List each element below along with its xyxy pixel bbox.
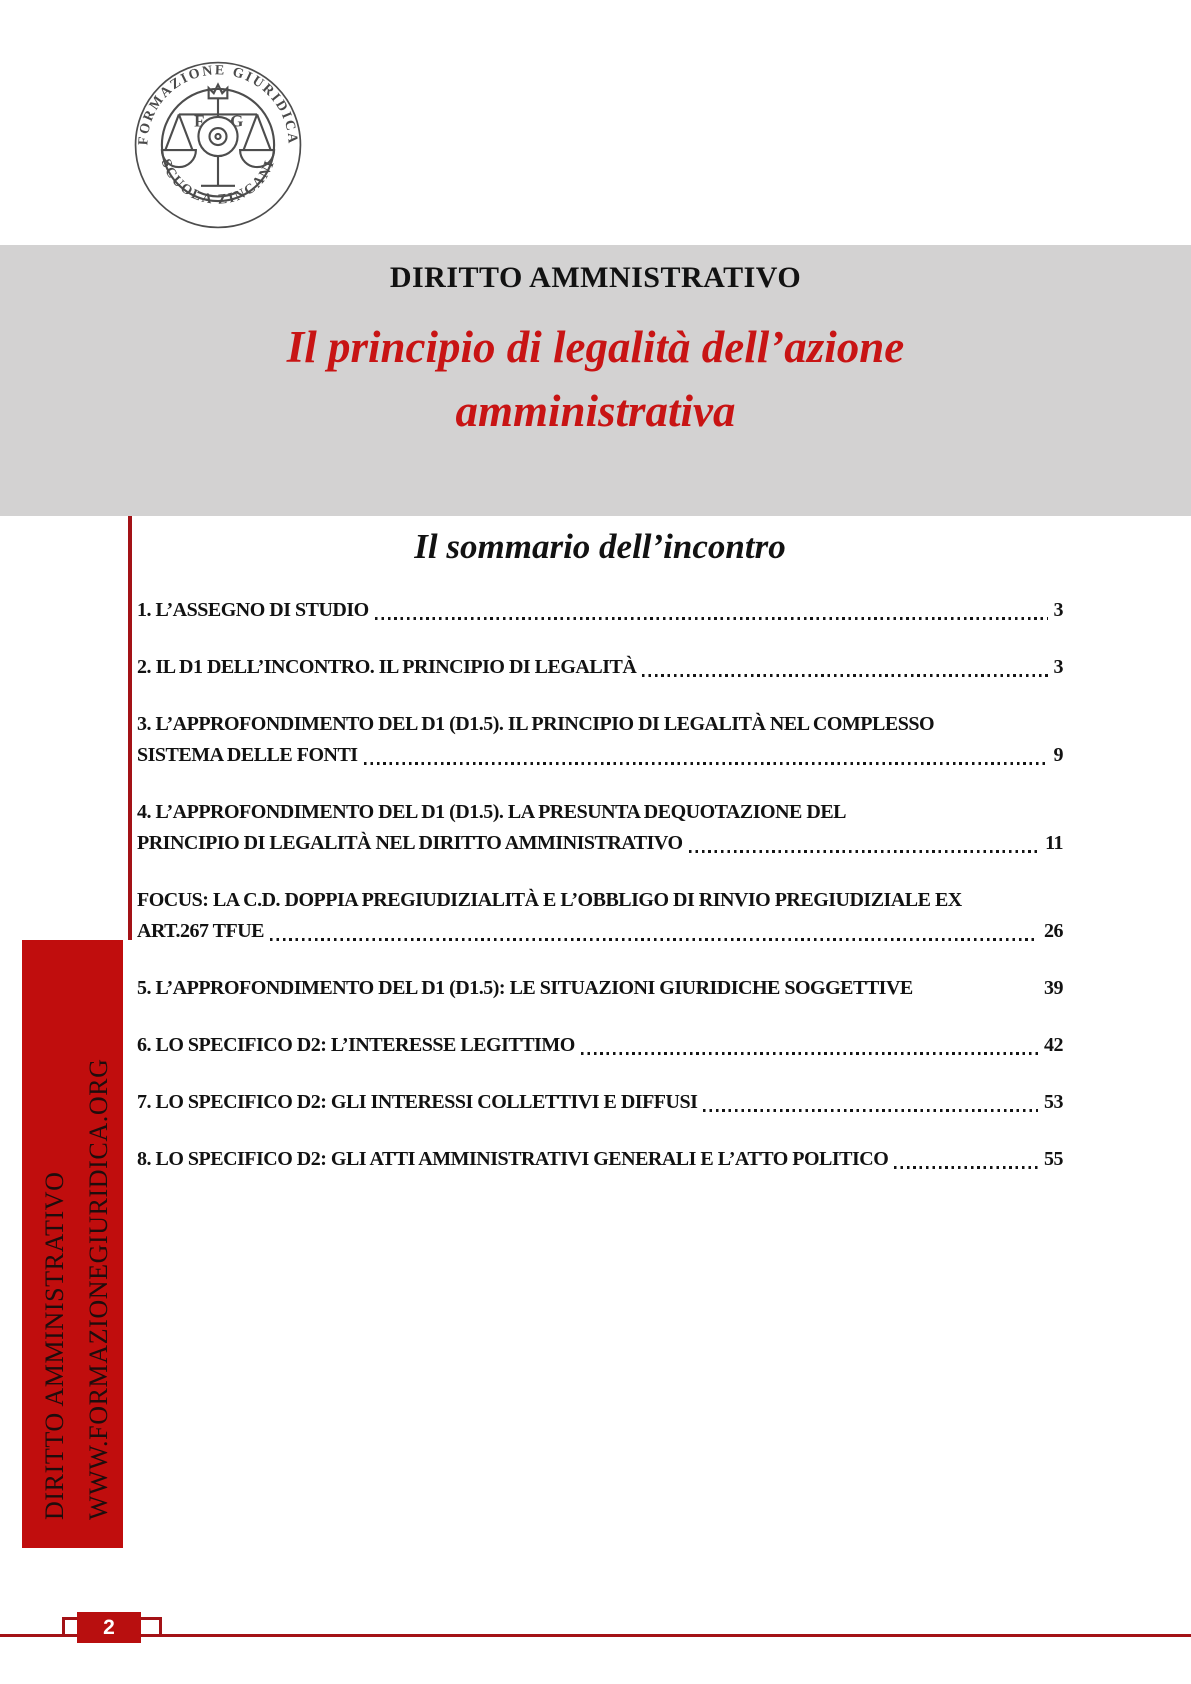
toc-entry-line: [137, 1144, 1063, 1175]
page-number: 2: [103, 1615, 115, 1639]
toc-entry-line: [137, 797, 1063, 828]
toc-leader-dots: [375, 617, 1048, 621]
left-vertical-rule: [128, 516, 132, 940]
toc-page-number: 53: [1044, 1091, 1063, 1113]
toc-page-number: 3: [1053, 599, 1063, 621]
sidebar-website-label: WWW.FORMAZIONEGIURIDICA.ORG: [84, 1058, 113, 1520]
table-of-contents-section: [137, 517, 1063, 1201]
page-number-badge: [77, 1612, 141, 1643]
toc-leader-dots: [270, 938, 1038, 942]
logo-ring-top-text: FORMAZIONE GIURIDICA: [136, 63, 300, 146]
toc-page-number: 9: [1053, 744, 1063, 766]
toc-entry-line: [137, 595, 1063, 626]
toc-entry-line: [137, 973, 1063, 1004]
toc-leader-dots: [642, 674, 1047, 678]
toc-entry-text: 6. LO SPECIFICO D2: L’INTERESSE LEGITTIMO: [137, 1034, 575, 1056]
document-title: Il principio di legalità dell’azione amministrativa: [286, 322, 905, 436]
toc-leader-dots: [689, 850, 1040, 854]
toc-entry-line: [137, 828, 1063, 859]
toc-entry: [137, 797, 1063, 859]
toc-entry-text: 8. LO SPECIFICO D2: GLI ATTI AMMINISTRATIVI GENERALI E L’ATTO POLITICO: [137, 1148, 889, 1170]
toc-entry: [137, 1087, 1063, 1118]
toc-entry-text: 3. L’APPROFONDIMENTO DEL D1 (D1.5). IL PRINCIPIO DI LEGALITÀ NEL COMPLESSO: [137, 713, 935, 735]
toc-entry: [137, 1030, 1063, 1061]
toc-page-number: 42: [1044, 1034, 1063, 1056]
sidebar-vertical-text: [33, 945, 121, 1520]
toc-entry-line: [137, 885, 1063, 916]
logo-monogram-f: F: [194, 111, 205, 131]
toc-list: [137, 595, 1063, 1175]
toc-entry-text: 4. L’APPROFONDIMENTO DEL D1 (D1.5). LA PRESUNTA DEQUOTAZIONE DEL: [137, 801, 847, 823]
toc-entry-text: 5. L’APPROFONDIMENTO DEL D1 (D1.5): LE SITUAZIONI GIURIDICHE SOGGETTIVE: [137, 977, 913, 999]
toc-leader-dots: [919, 995, 1038, 999]
formazione-giuridica-seal-logo: [133, 60, 303, 230]
toc-entry: [137, 652, 1063, 683]
toc-entry-line: [137, 652, 1063, 683]
document-category: DIRITTO AMMNISTRATIVO: [389, 261, 802, 294]
toc-page-number: 55: [1044, 1148, 1063, 1170]
toc-entry-text: 7. LO SPECIFICO D2: GLI INTERESSI COLLETTIVI E DIFFUSI: [137, 1091, 698, 1113]
toc-entry-text: 2. IL D1 DELL’INCONTRO. IL PRINCIPIO DI LEGALITÀ: [137, 656, 637, 678]
toc-entry-text: FOCUS: LA C.D. DOPPIA PREGIUDIZIALITÀ E L’OBBLIGO DI RINVIO PREGIUDIZIALE EX: [137, 889, 962, 911]
toc-leader-dots: [364, 762, 1048, 766]
toc-page-number: 39: [1044, 977, 1063, 999]
toc-entry-line: [137, 916, 1063, 947]
toc-entry-text: ART.267 TFUE: [137, 920, 265, 942]
toc-entry-line: [137, 1030, 1063, 1061]
toc-leader-dots: [581, 1052, 1038, 1056]
toc-entry-line: [137, 1087, 1063, 1118]
toc-page-number: 26: [1044, 920, 1063, 942]
toc-entry-text: PRINCIPIO DI LEGALITÀ NEL DIRITTO AMMINISTRATIVO: [137, 832, 683, 854]
toc-entry: [137, 1144, 1063, 1175]
toc-entry: [137, 885, 1063, 947]
title-banner: [0, 245, 1191, 516]
footer-rule: [0, 1634, 1191, 1637]
toc-leader-dots: [894, 1166, 1038, 1170]
toc-entry: [137, 709, 1063, 771]
sidebar-subject-label: DIRITTO AMMINISTRATIVO: [40, 1171, 69, 1520]
toc-entry-line: [137, 740, 1063, 771]
summary-heading: Il sommario dell’incontro: [414, 527, 786, 566]
toc-page-number: 3: [1053, 656, 1063, 678]
toc-entry: [137, 973, 1063, 1004]
toc-entry-line: [137, 709, 1063, 740]
toc-entry: [137, 595, 1063, 626]
toc-leader-dots: [703, 1109, 1038, 1113]
toc-page-number: 11: [1045, 832, 1063, 854]
logo-ring-bottom-text: SCUOLA ZINCANI: [157, 157, 279, 208]
logo-monogram-g: G: [230, 111, 244, 131]
toc-entry-text: 1. L’ASSEGNO DI STUDIO: [137, 599, 369, 621]
toc-entry-text: SISTEMA DELLE FONTI: [137, 744, 358, 766]
